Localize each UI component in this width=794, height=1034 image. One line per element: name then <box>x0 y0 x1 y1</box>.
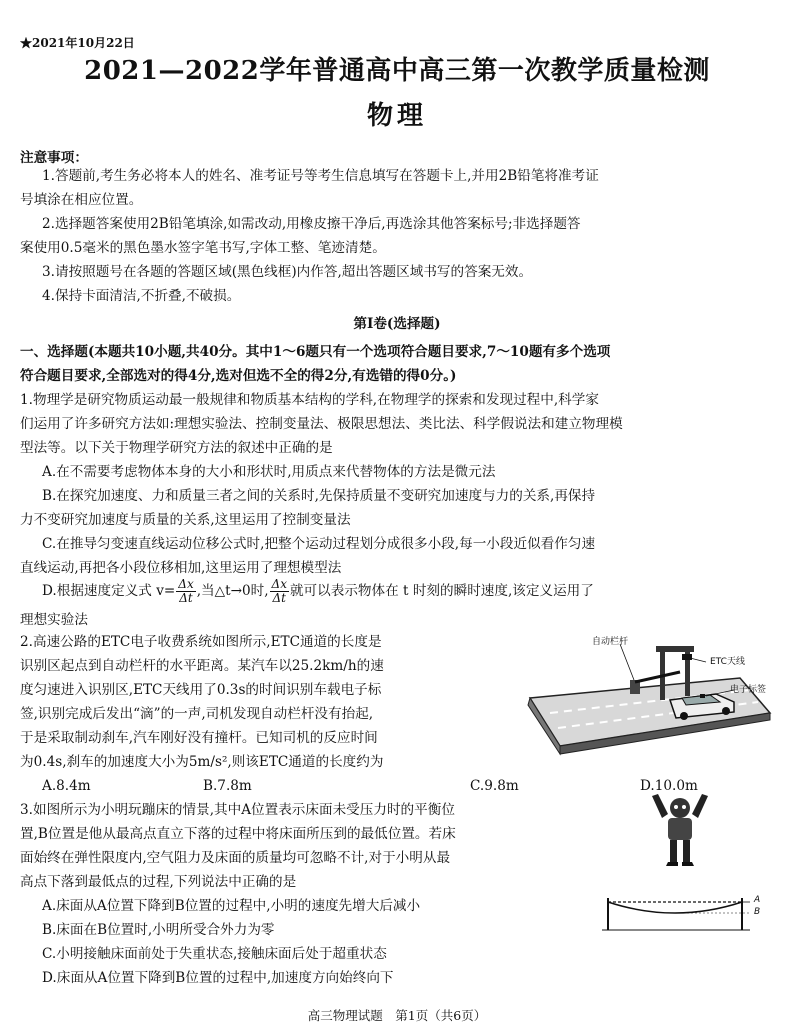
q1-option-d-middle: ,当△t→0时, <box>196 583 269 599</box>
note-1-line-1: 1.答题前,考生务必将本人的姓名、准考证号等考生信息填写在答题卡上,并用2B铅笔将准考证 <box>42 168 599 184</box>
exam-title: 2021—2022学年普通高中高三第一次教学质量检测 <box>84 56 710 86</box>
q3-option-c: C.小明接触床面前处于失重状态,接触床面后处于超重状态 <box>42 946 387 962</box>
q2-option-b: B.7.8m <box>203 778 252 794</box>
fraction-denominator: Δt <box>272 591 286 605</box>
etc-illustration <box>520 628 782 776</box>
q3-stem-line-3: 面始终在弹性限度内,空气阻力及床面的质量均可忽略不计,对于小明从最 <box>20 850 451 866</box>
exam-date: ★2021年10月22日 <box>20 36 135 50</box>
notes-heading: 注意事项： <box>20 150 88 166</box>
q1-option-d-suffix: 就可以表示物体在 t 时刻的瞬时速度,该定义运用了 <box>289 583 594 599</box>
trampoline-person-figure <box>640 788 720 868</box>
velocity-fraction-repeat <box>270 578 289 605</box>
q1-option-a: A.在不需要考虑物体本身的大小和形状时,用质点来代替物体的方法是微元法 <box>42 464 496 480</box>
trampoline-diagram <box>600 890 768 936</box>
q2-option-a: A.8.4m <box>42 778 91 794</box>
q3-option-b: B.床面在B位置时,小明所受合外力为零 <box>42 922 275 938</box>
q2-stem-line-2: 识别区起点到自动栏杆的水平距离。某汽车以25.2km/h的速 <box>20 658 384 674</box>
velocity-fraction <box>176 578 195 605</box>
note-4: 4.保持卡面清洁,不折叠,不破损。 <box>42 288 241 304</box>
q2-stem-line-1: 2.高速公路的ETC电子收费系统如图所示,ETC通道的长度是 <box>20 634 382 650</box>
etc-figure <box>520 628 782 776</box>
q1-stem-line-1: 1.物理学是研究物质运动最一般规律和物质基本结构的学科,在物理学的探索和发现过程中,科学家 <box>20 392 599 408</box>
q1-option-b-line-2: 力不变研究加速度与质量的关系,这里运用了控制变量法 <box>20 512 351 528</box>
q1-option-d-line-1 <box>42 576 594 606</box>
label-automatic-barrier: 自动栏杆 <box>592 637 629 647</box>
note-2-line-1: 2.选择题答案使用2B铅笔填涂,如需改动,用橡皮擦干净后,再选涂其他答案标号;非选择题答 <box>42 216 581 232</box>
exam-subject: 物理 <box>366 101 427 131</box>
fraction-numerator: Δx <box>178 577 194 591</box>
note-1-line-2: 号填涂在相应位置。 <box>20 192 143 208</box>
q1-stem-line-2: 们运用了许多研究方法如:理想实验法、控制变量法、极限思想法、类比法、科学假说法和建立物理模 <box>20 416 623 432</box>
q1-option-b-line-1: B.在探究加速度、力和质量三者之间的关系时,先保持质量不变研究加速度与力的关系,再保持 <box>42 488 596 504</box>
q1-option-d-prefix: D.根据速度定义式 v= <box>42 583 176 599</box>
q3-option-d: D.床面从A位置下降到B位置的过程中,加速度方向始终向下 <box>42 970 394 986</box>
trampoline-bed-figure <box>600 890 768 936</box>
q2-stem-line-5: 于是采取制动刹车,汽车刚好没有撞杆。已知司机的反应时间 <box>20 730 378 746</box>
q1-stem-line-3: 型法等。以下关于物理学研究方法的叙述中正确的是 <box>20 440 333 456</box>
jumping-person-illustration <box>640 788 720 868</box>
section-title: 第Ⅰ卷(选择题) <box>353 316 441 332</box>
q2-stem-line-4: 签,识别完成后发出“滴”的一声,司机发现自动栏杆没有抬起, <box>20 706 374 722</box>
q3-stem-line-2: 置,B位置是他从最高点直立下落的过程中将床面所压到的最低位置。若床 <box>20 826 456 842</box>
note-3: 3.请按照题号在各题的答题区域(黑色线框)内作答,超出答题区域书写的答案无效。 <box>42 264 533 280</box>
q1-option-d-line-2: 理想实验法 <box>20 612 88 628</box>
note-2-line-2: 案使用0.5毫米的黑色墨水签字笔书写,字体工整、笔迹清楚。 <box>20 240 386 256</box>
label-position-b: B <box>754 907 761 917</box>
section-instructions-line-2: 符合题目要求,全部选对的得4分,选对但选不全的得2分,有选错的得0分。) <box>20 368 457 384</box>
q2-stem-line-3: 度匀速进入识别区,ETC天线用了0.3s的时间识别车载电子标 <box>20 682 382 698</box>
q3-stem-line-4: 高点下落到最低点的过程,下列说法中正确的是 <box>20 874 297 890</box>
fraction-denominator: Δt <box>179 591 193 605</box>
q1-option-c-line-2: 直线运动,再把各小段位移相加,这里运用了理想模型法 <box>20 560 342 576</box>
page-footer: 高三物理试题 第1页（共6页） <box>307 1008 487 1023</box>
label-etc-antenna: ETC天线 <box>710 657 745 667</box>
q2-option-c: C.9.8m <box>470 778 519 794</box>
q2-stem-line-6: 为0.4s,刹车的加速度大小为5m/s²,则该ETC通道的长度约为 <box>20 754 384 770</box>
label-electronic-tag: 电子标签 <box>730 685 767 695</box>
fraction-numerator: Δx <box>271 577 287 591</box>
q3-option-a: A.床面从A位置下降到B位置的过程中,小明的速度先增大后减小 <box>42 898 421 914</box>
q3-stem-line-1: 3.如图所示为小明玩蹦床的情景,其中A位置表示床面未受压力时的平衡位 <box>20 802 455 818</box>
q1-option-c-line-1: C.在推导匀变速直线运动位移公式时,把整个运动过程划分成很多小段,每一小段近似看作匀速 <box>42 536 596 552</box>
q2-option-d: D.10.0m <box>640 778 698 794</box>
label-position-a: A <box>754 895 761 905</box>
section-instructions-line-1: 一、选择题(本题共10小题,共40分。其中1～6题只有一个选项符合题目要求,7～10题有多个选项 <box>20 344 611 360</box>
